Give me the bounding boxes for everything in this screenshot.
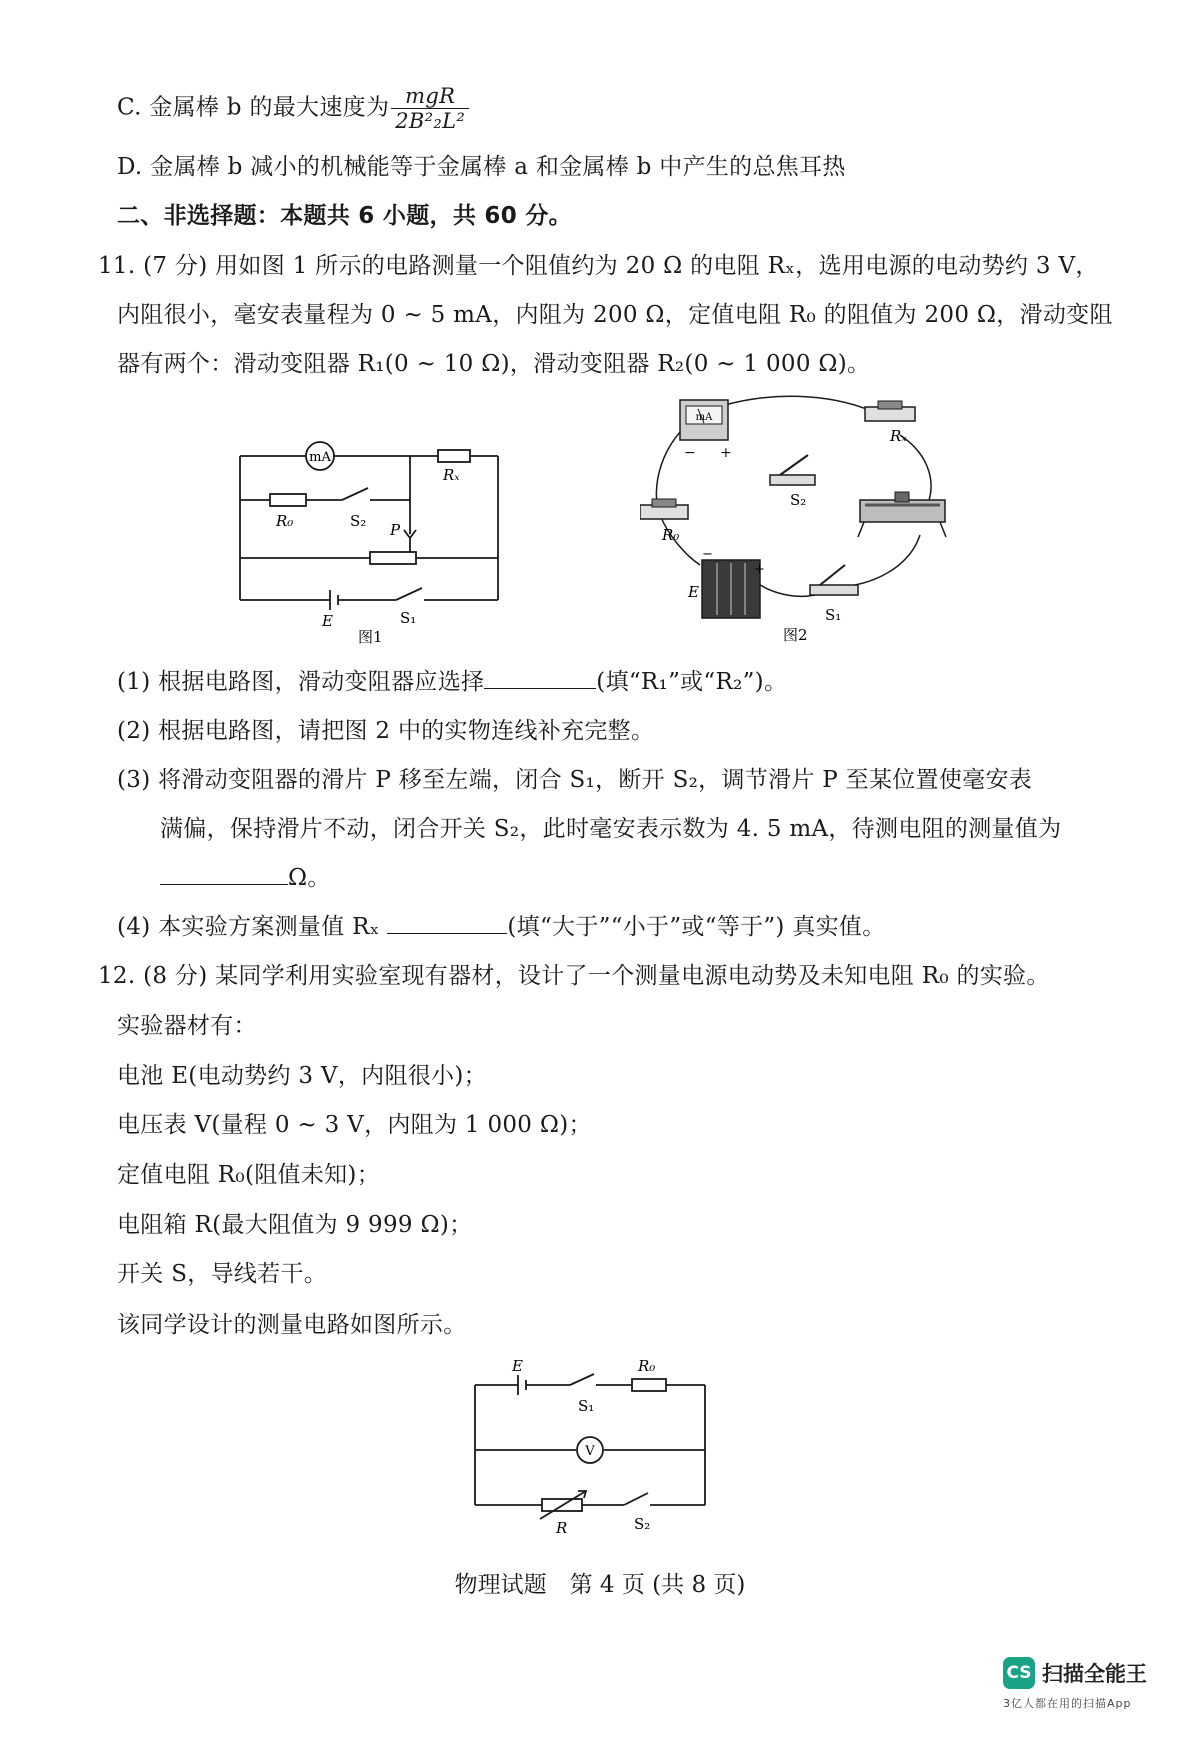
fig2-battery-minus: − xyxy=(702,547,713,562)
fig2-s2-switch xyxy=(770,455,815,485)
q12-r-label: R xyxy=(556,1519,568,1537)
q12-item-voltmeter: 电压表 V(量程 0 ~ 3 V，内阻为 1 000 Ω)； xyxy=(117,1112,592,1138)
fig1-e-label: E xyxy=(322,612,333,630)
q12-line1: 12. (8 分) 某同学利用实验室现有器材，设计了一个测量电源电动势及未知电阻 R₀ 的实验。 xyxy=(98,963,1050,989)
q11-part3-answer-blank[interactable] xyxy=(160,862,288,885)
fig1-meter-label: mA xyxy=(309,450,331,465)
q11-line1: 11. (7 分) 用如图 1 所示的电路测量一个阻值约为 20 Ω 的电阻 Rₓ，选用电源的电动势约 3 V， xyxy=(98,253,1099,279)
q11-part1 xyxy=(117,665,787,699)
option-c xyxy=(117,84,469,133)
q12-equipment-title: 实验器材有： xyxy=(117,1013,257,1039)
figure-1-circuit xyxy=(230,440,520,655)
fig1-p-label: P xyxy=(390,521,401,539)
fraction-numerator: mgR xyxy=(391,84,469,109)
fig2-rx-label: Rₓ xyxy=(890,427,907,445)
fig2-milliammeter xyxy=(680,400,728,440)
scanner-tagline: 3亿人都在用的扫描App xyxy=(1003,1697,1132,1710)
fig2-r0-label: R₀ xyxy=(662,526,680,544)
fig2-battery-plus: + xyxy=(754,562,765,577)
q11-part4-text: (4) 本实验方案测量值 Rₓ xyxy=(117,914,380,940)
q11-part3-line1: (3) 将滑动变阻器的滑片 P 移至左端，闭合 S₁，断开 S₂，调节滑片 P 至某位置使毫安表 xyxy=(117,767,1033,793)
q11-part1-text: (1) 根据电路图，滑动变阻器应选择 xyxy=(117,669,485,695)
fig1-r0-label: R₀ xyxy=(276,512,294,530)
q12-r0-label: R₀ xyxy=(638,1357,656,1375)
scanner-logo: CS xyxy=(1003,1657,1035,1689)
scanner-name: 扫描全能王 xyxy=(1042,1662,1147,1686)
fig1-caption: 图1 xyxy=(358,628,383,646)
q11-part3-unit: Ω。 xyxy=(288,865,331,891)
q11-part1-answer-blank[interactable] xyxy=(484,666,596,689)
q12-circuit xyxy=(470,1355,720,1540)
q12-item-switch: 开关 S，导线若干。 xyxy=(117,1261,328,1287)
q12-item-resistance-box: 电阻箱 R(最大阻值为 9 999 Ω)； xyxy=(117,1212,473,1238)
section-title: 二、非选择题：本题共 6 小题，共 60 分。 xyxy=(117,203,572,229)
fig2-s1-label: S₁ xyxy=(825,606,842,624)
fig2-battery xyxy=(702,560,760,618)
q11-part1-hint: (填“R₁”或“R₂”)。 xyxy=(596,669,788,695)
fig2-meter-label: mA xyxy=(695,412,713,423)
q11-part3-line3 xyxy=(160,861,331,895)
fig1-s2-label: S₂ xyxy=(350,512,367,530)
fig2-s1-switch xyxy=(810,565,858,595)
q12-item-resistor: 定值电阻 R₀(阻值未知)； xyxy=(117,1162,380,1188)
q12-item-battery: 电池 E(电动势约 3 V，内阻很小)； xyxy=(117,1063,487,1089)
fig1-s1-label: S₁ xyxy=(400,609,417,627)
q12-s2-label: S₂ xyxy=(634,1515,651,1533)
option-c-text: C. 金属棒 b 的最大速度为 xyxy=(117,94,390,121)
option-d: D. 金属棒 b 减小的机械能等于金属棒 a 和金属棒 b 中产生的总焦耳热 xyxy=(117,154,846,180)
fig2-e-label: E xyxy=(688,583,699,601)
figure-2-apparatus xyxy=(640,395,960,645)
fig2-r0-resistor xyxy=(640,499,688,519)
page-footer: 物理试题 第 4 页 (共 8 页) xyxy=(454,1572,746,1598)
q11-part4 xyxy=(117,910,886,944)
q11-part4-answer-blank[interactable] xyxy=(387,911,507,934)
q12-s1-label: S₁ xyxy=(578,1397,595,1415)
q11-part4-hint: (填“大于”“小于”或“等于”) 真实值。 xyxy=(507,914,886,940)
fig1-rx-label: Rₓ xyxy=(443,466,460,484)
q11-line3: 器有两个：滑动变阻器 R₁(0 ~ 10 Ω)，滑动变阻器 R₂(0 ~ 1 000 Ω)。 xyxy=(117,351,871,377)
q12-voltmeter-label: V xyxy=(585,1444,595,1459)
q11-part2: (2) 根据电路图，请把图 2 中的实物连线补充完整。 xyxy=(117,718,655,744)
max-speed-fraction xyxy=(391,84,469,133)
q11-part3-line2: 满偏，保持滑片不动，闭合开关 S₂，此时毫安表示数为 4. 5 mA，待测电阻的测量值为 xyxy=(160,816,1062,842)
fig2-meter-minus: − xyxy=(684,445,696,461)
fig2-caption: 图2 xyxy=(783,626,808,644)
fig2-meter-plus: + xyxy=(720,445,732,461)
q11-line2: 内阻很小，毫安表量程为 0 ~ 5 mA，内阻为 200 Ω，定值电阻 R₀ 的阻值为 200 Ω，滑动变阻 xyxy=(117,302,1113,328)
fraction-denominator: 2B²₂L² xyxy=(395,109,466,133)
fig2-s2-label: S₂ xyxy=(790,491,807,509)
fig2-rheostat xyxy=(858,492,946,537)
fig2-rx-resistor xyxy=(865,401,915,421)
q12-e-label: E xyxy=(512,1357,523,1375)
q12-design-text: 该同学设计的测量电路如图所示。 xyxy=(117,1312,467,1338)
